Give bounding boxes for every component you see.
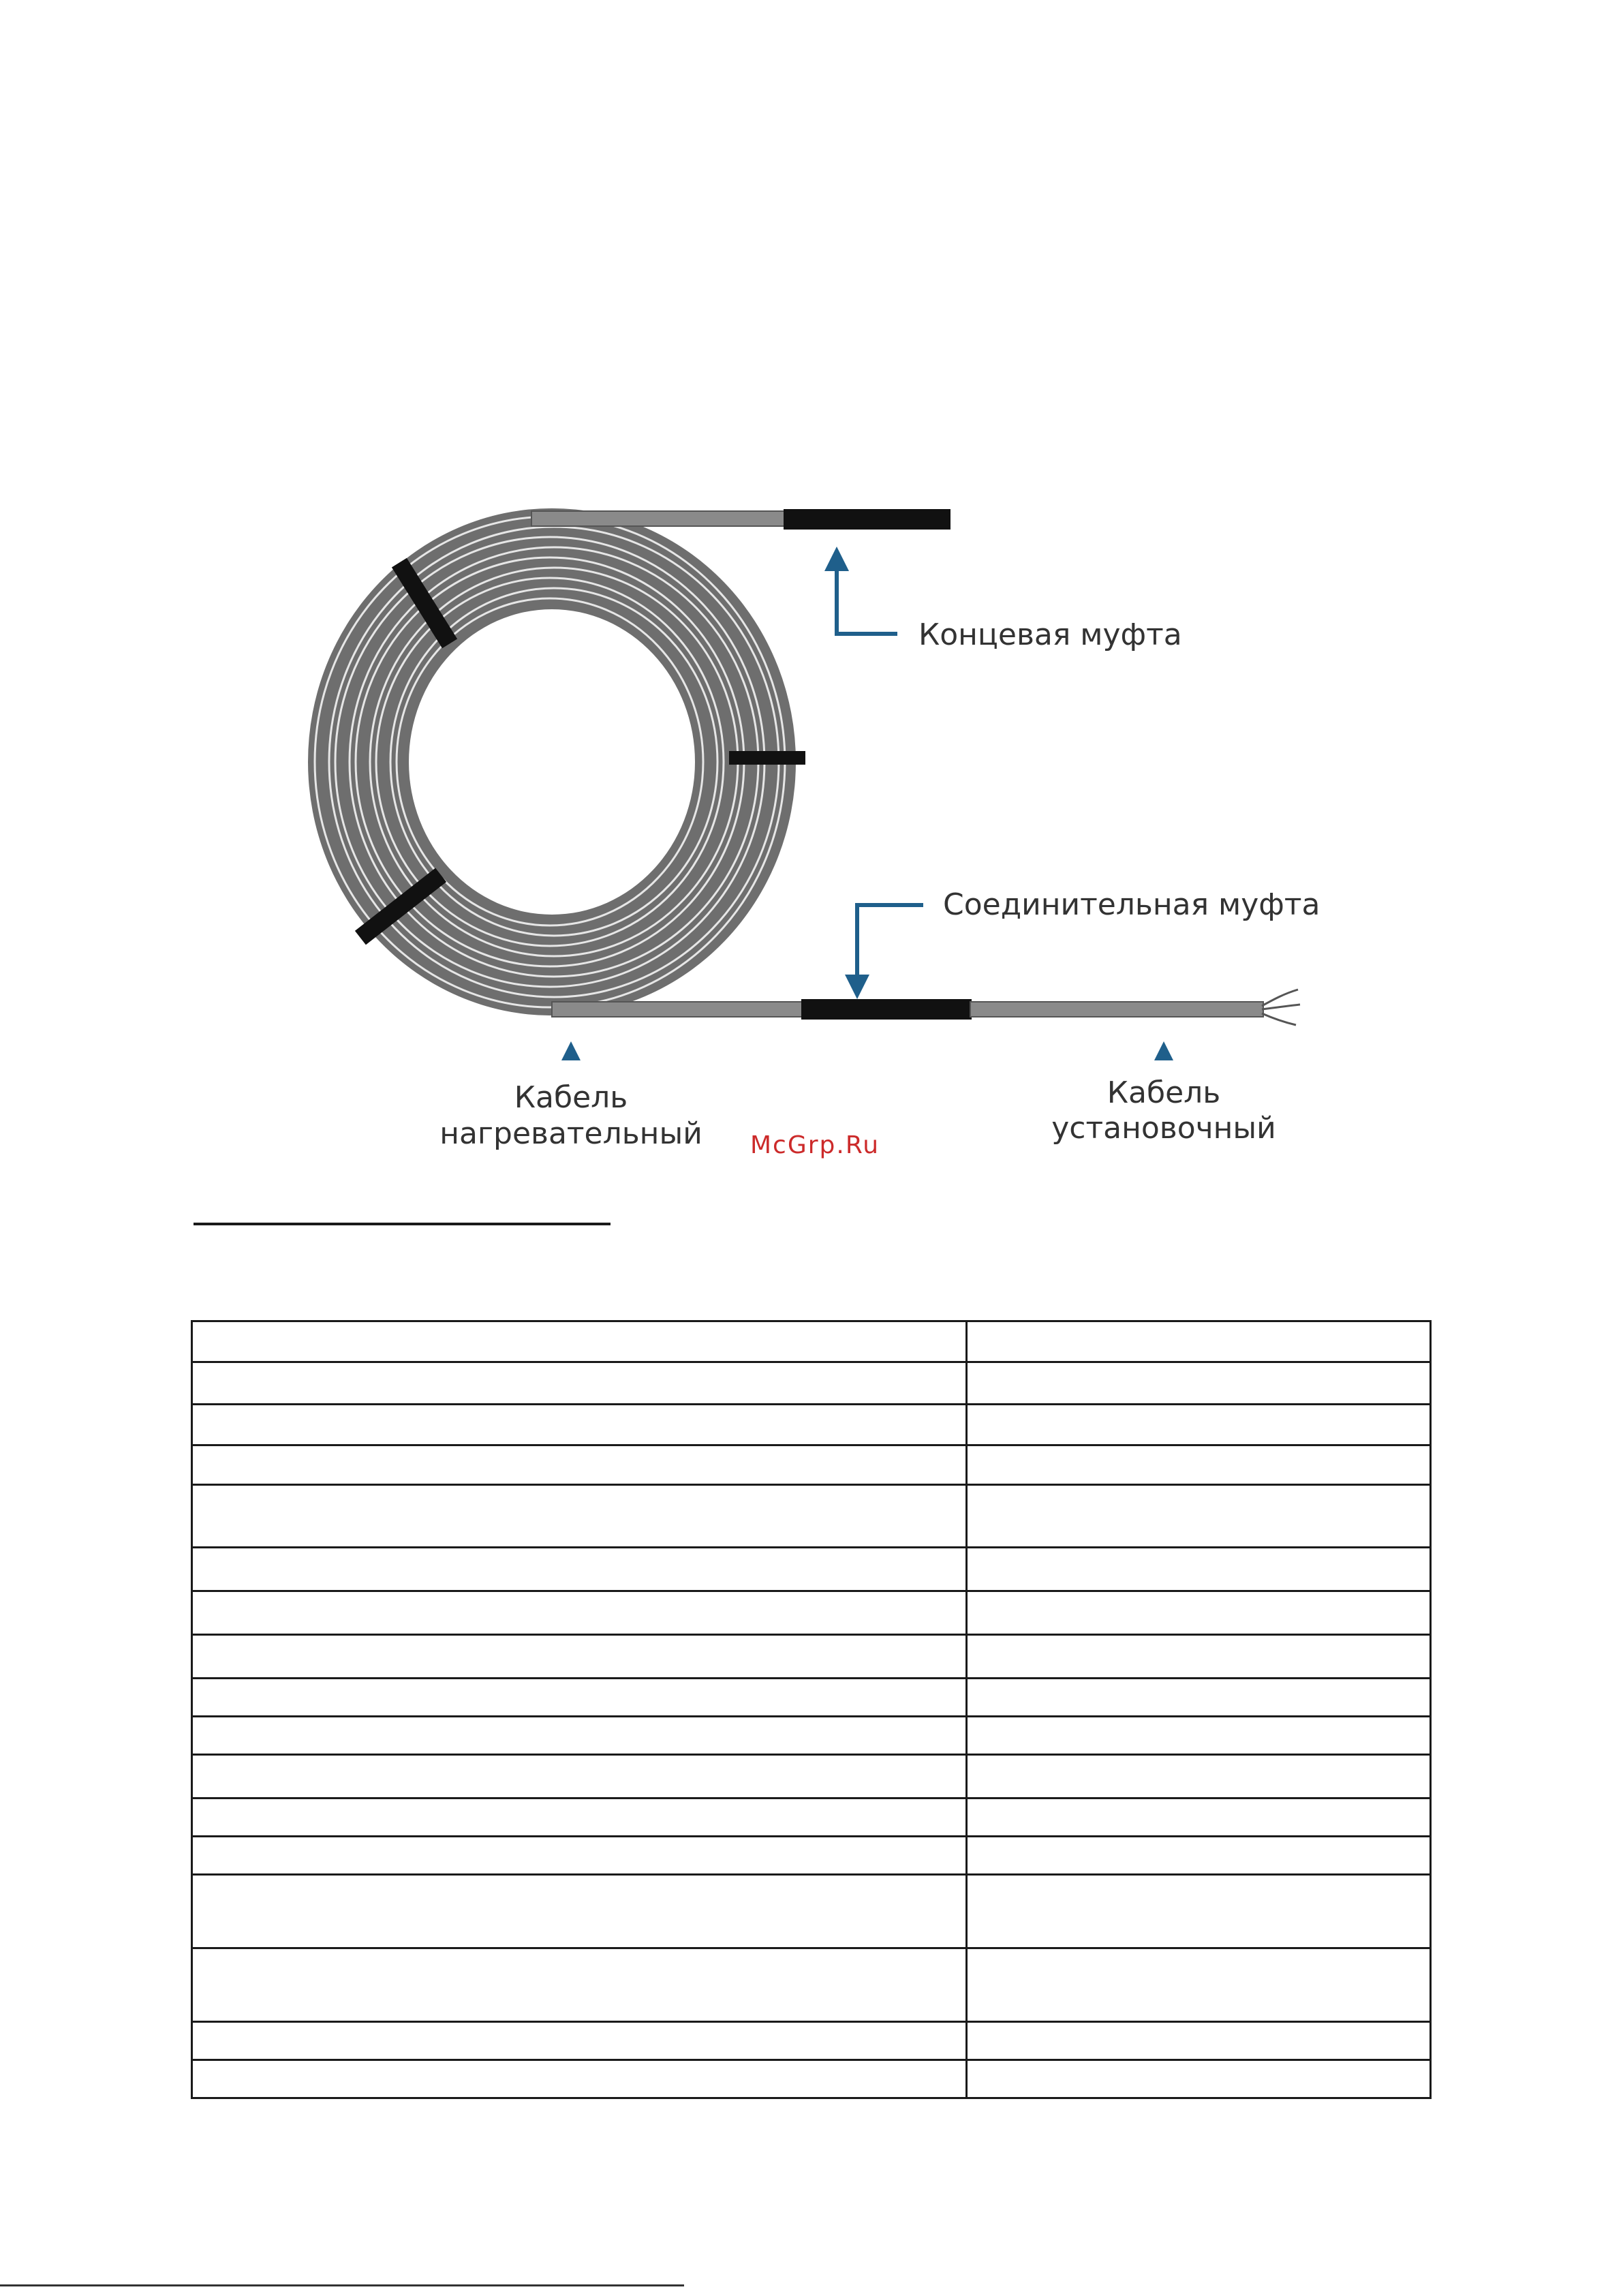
value-cell bbox=[967, 1485, 1431, 1548]
table-row bbox=[192, 1679, 1431, 1717]
parameter-cell bbox=[192, 1798, 967, 1837]
table-row bbox=[192, 1321, 1431, 1362]
parameter-cell bbox=[192, 1321, 967, 1362]
cable-coil bbox=[308, 508, 796, 1015]
value-cell bbox=[967, 1321, 1431, 1362]
table-row bbox=[192, 2060, 1431, 2098]
parameter-cell bbox=[192, 2060, 967, 2098]
connecting-sleeve bbox=[801, 999, 972, 1020]
parameter-cell bbox=[192, 1591, 967, 1635]
parameter-cell bbox=[192, 1875, 967, 1948]
table-row bbox=[192, 1798, 1431, 1837]
table-row bbox=[192, 1875, 1431, 1948]
value-cell bbox=[967, 1948, 1431, 2022]
value-cell bbox=[967, 2022, 1431, 2060]
value-cell bbox=[967, 1837, 1431, 1875]
watermark: McGrp.Ru bbox=[749, 1131, 880, 1159]
parameter-cell bbox=[192, 1717, 967, 1755]
value-cell bbox=[967, 1717, 1431, 1755]
end-sleeve-label: Концевая муфта bbox=[918, 617, 1182, 652]
parameter-cell bbox=[192, 1362, 967, 1405]
coil-tie-right bbox=[729, 751, 805, 765]
value-cell bbox=[967, 1875, 1431, 1948]
heating-cable-label-line2: нагревательный bbox=[439, 1116, 702, 1151]
connecting-sleeve-label: Соединительная муфта bbox=[943, 887, 1320, 922]
installation-cable-pointer-icon bbox=[1154, 1041, 1173, 1060]
table-row bbox=[192, 1837, 1431, 1875]
value-cell bbox=[967, 1798, 1431, 1837]
value-cell bbox=[967, 1679, 1431, 1717]
end-sleeve-arrow bbox=[837, 559, 897, 634]
parameter-cell bbox=[192, 1679, 967, 1717]
bottom-cable-tail bbox=[552, 1002, 804, 1017]
value-cell bbox=[967, 1362, 1431, 1405]
value-cell bbox=[967, 1755, 1431, 1798]
value-cell bbox=[967, 1445, 1431, 1485]
parameter-cell bbox=[192, 1485, 967, 1548]
table-row bbox=[192, 1635, 1431, 1679]
value-cell bbox=[967, 1635, 1431, 1679]
top-cable-tail bbox=[531, 511, 787, 526]
installation-cable bbox=[970, 1002, 1263, 1017]
table-row bbox=[192, 1485, 1431, 1548]
table-row bbox=[192, 1948, 1431, 2022]
value-cell bbox=[967, 1591, 1431, 1635]
spec-table bbox=[191, 1320, 1432, 2099]
installation-cable-label-line1: Кабель bbox=[1107, 1075, 1221, 1110]
end-sleeve bbox=[784, 509, 950, 530]
table-row bbox=[192, 1405, 1431, 1445]
value-cell bbox=[967, 2060, 1431, 2098]
heating-cable-label-line1: Кабель bbox=[514, 1080, 628, 1115]
table-row bbox=[192, 1362, 1431, 1405]
table-row bbox=[192, 1717, 1431, 1755]
parameter-cell bbox=[192, 1405, 967, 1445]
table-row bbox=[192, 1755, 1431, 1798]
parameter-cell bbox=[192, 2022, 967, 2060]
connecting-sleeve-arrow bbox=[857, 905, 923, 987]
parameter-cell bbox=[192, 1445, 967, 1485]
parameter-cell bbox=[192, 1548, 967, 1591]
heating-cable-pointer-icon bbox=[561, 1041, 581, 1060]
value-cell bbox=[967, 1405, 1431, 1445]
parameter-cell bbox=[192, 1837, 967, 1875]
table-row bbox=[192, 2022, 1431, 2060]
value-cell bbox=[967, 1548, 1431, 1591]
table-row bbox=[192, 1445, 1431, 1485]
wire-ends bbox=[1262, 990, 1300, 1025]
parameter-cell bbox=[192, 1948, 967, 2022]
footnote-separator bbox=[0, 2284, 684, 2286]
installation-cable-label-line2: установочный bbox=[1051, 1111, 1276, 1146]
parameter-cell bbox=[192, 1755, 967, 1798]
table-row bbox=[192, 1548, 1431, 1591]
parameter-cell bbox=[192, 1635, 967, 1679]
section-heading-underline bbox=[194, 1223, 610, 1225]
table-row bbox=[192, 1591, 1431, 1635]
